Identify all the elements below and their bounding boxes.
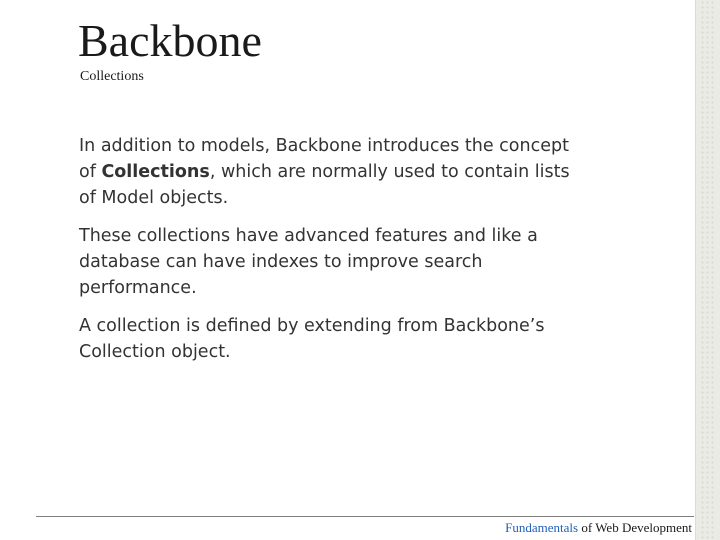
paragraph-1-text-before: In addition to models, Backbone introduces the concept of [79,136,569,182]
footer-divider [36,516,694,517]
decorative-dot-pattern [700,0,714,540]
slide-subtitle: Collections [80,69,144,84]
slide-body [79,133,579,377]
slide-title: Backbone [78,15,262,66]
paragraph-2: These collections have advanced features and like a database can have indexes to improve search performance. [79,226,538,298]
footer-rest: of Web Development [578,520,692,535]
collections-keyword: Collections [101,162,210,182]
paragraph-3: A collection is defined by extending from Backbone’s Collection object. [79,316,545,362]
paragraph-1 [79,133,579,211]
footer-highlight: Fundamentals [505,520,579,535]
footer-text [505,520,692,536]
paragraph-1-text-after: , which are normally used to contain lists of Model objects. [79,162,570,208]
